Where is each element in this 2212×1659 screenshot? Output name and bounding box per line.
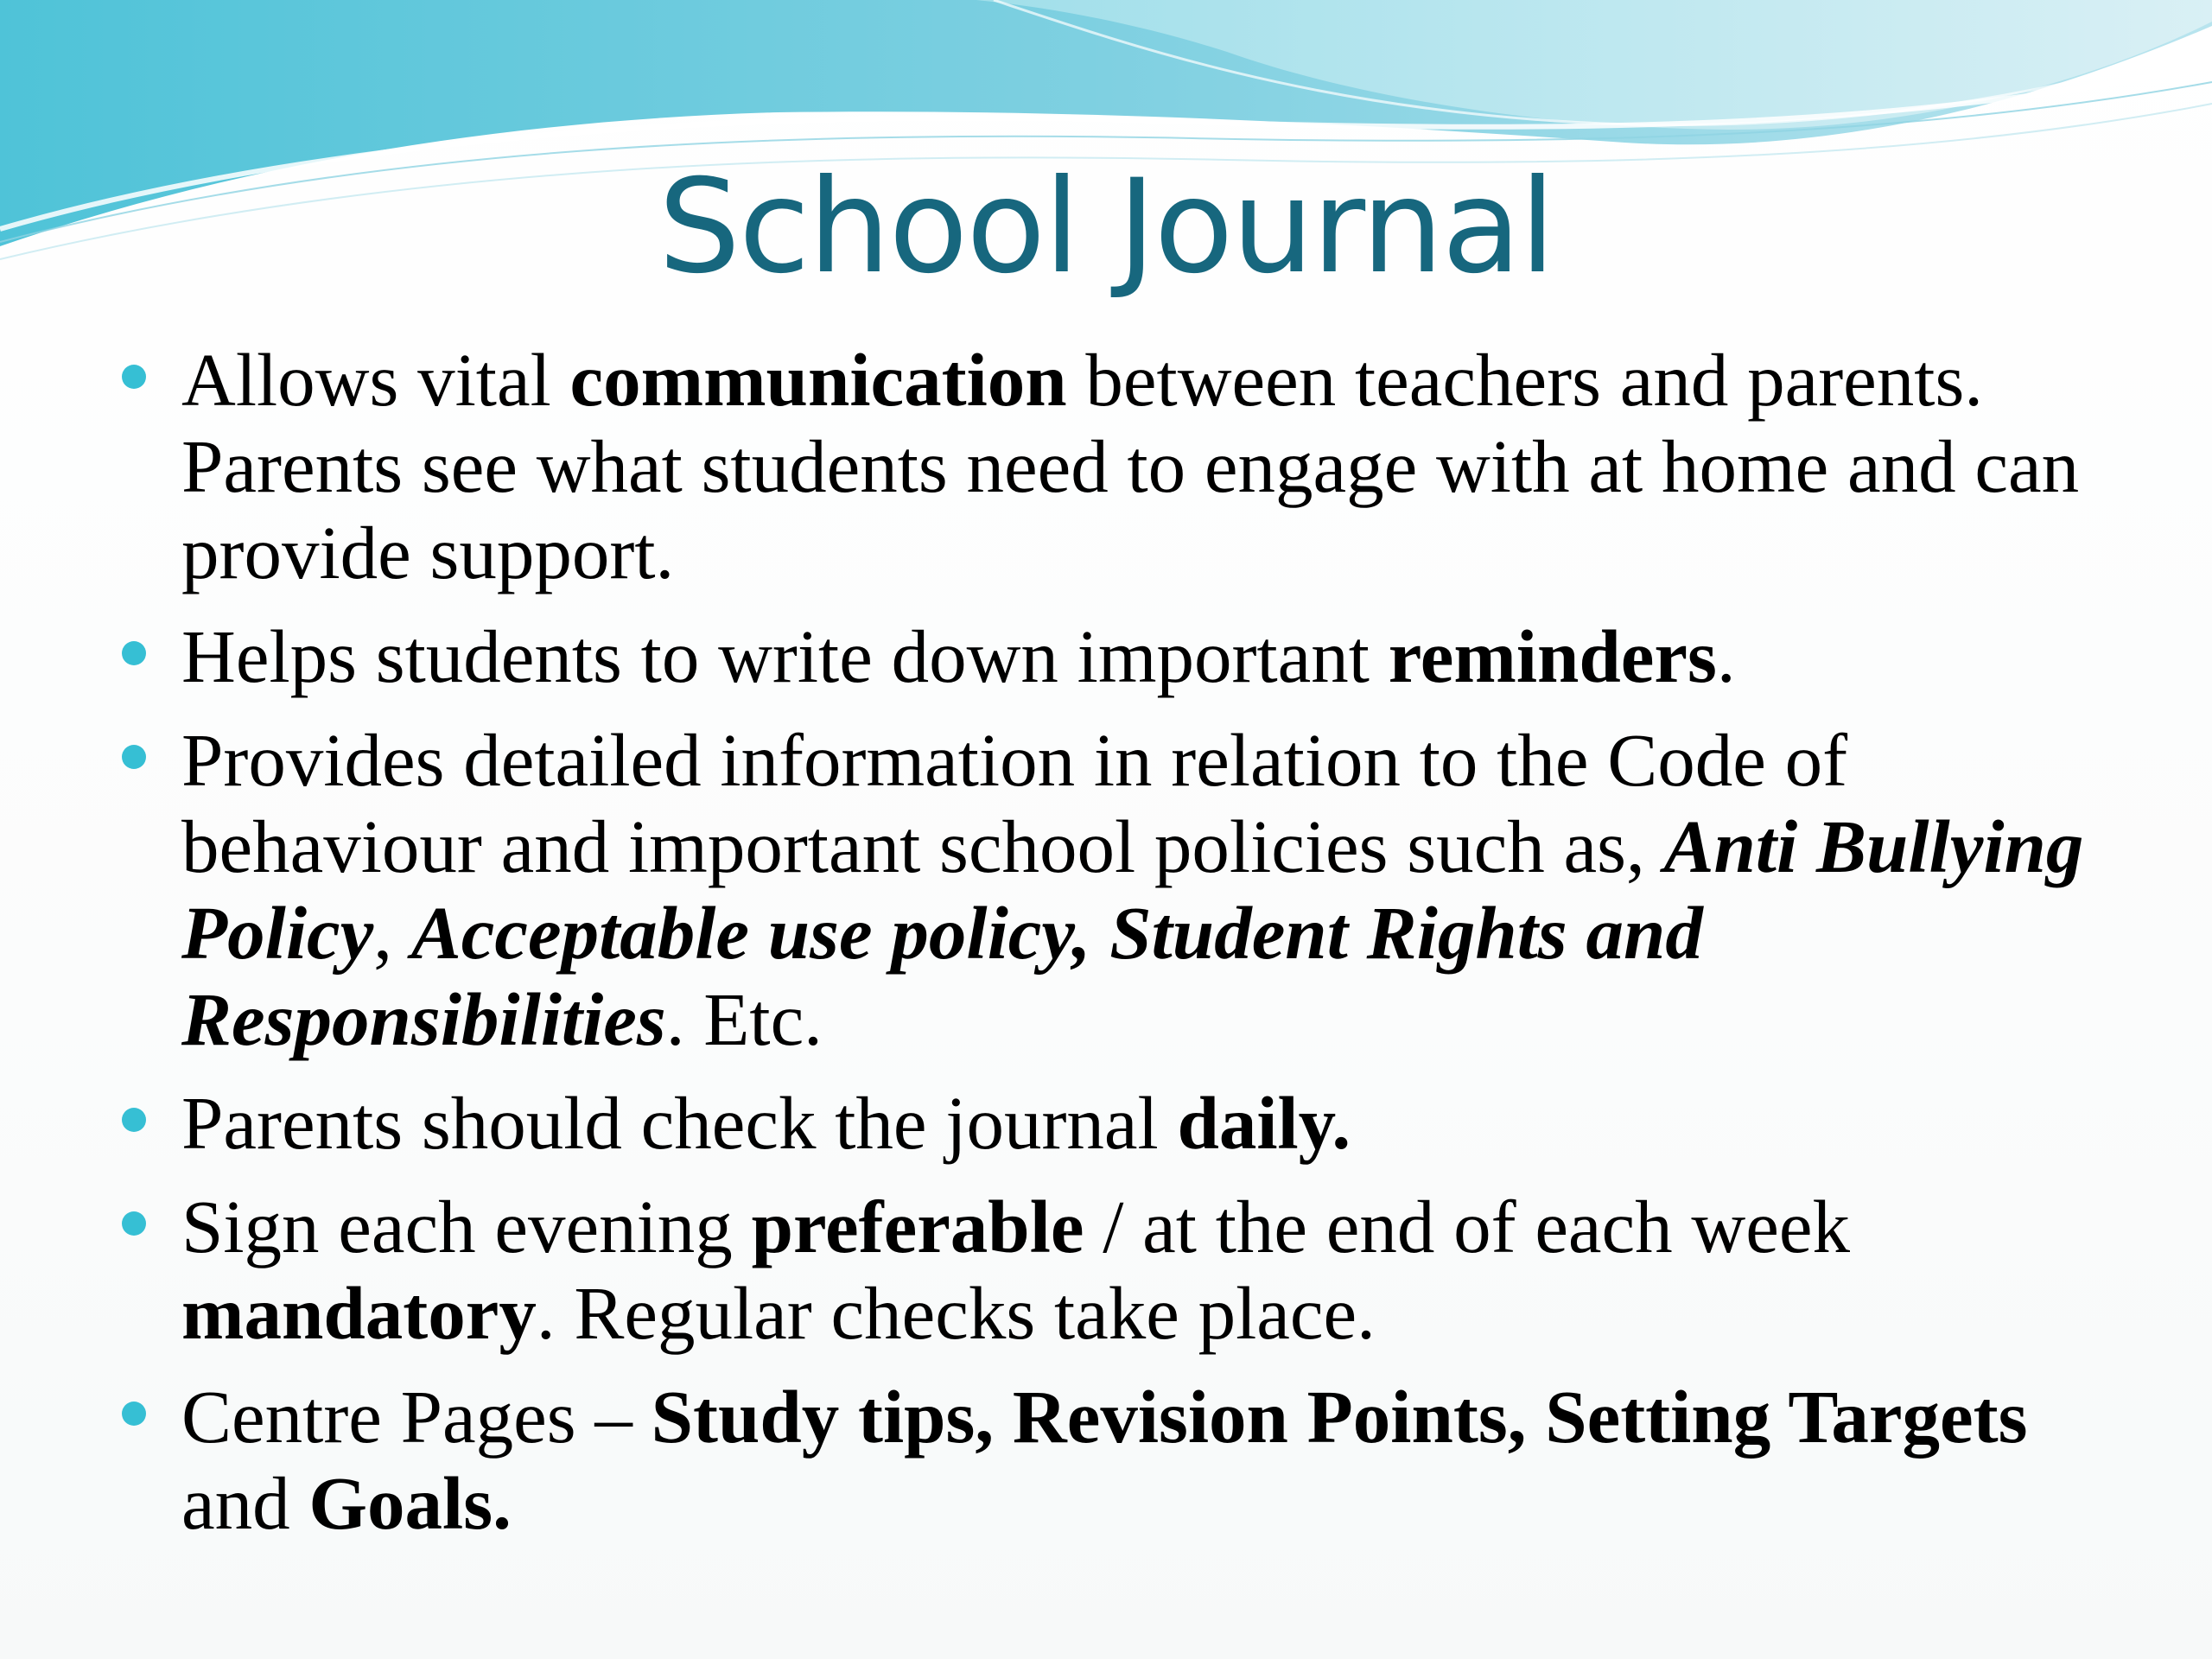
- slide-title: School Journal: [658, 152, 1554, 302]
- bullet-item: [117, 613, 2130, 700]
- bullet-text: .: [1716, 614, 1736, 698]
- bullet-text: Centre Pages –: [181, 1375, 652, 1459]
- bullet-text: / at the end of each week: [1084, 1185, 1850, 1268]
- bold-text: preferable: [751, 1185, 1084, 1268]
- emphasis-text: Anti Bullying Policy: [181, 804, 2084, 975]
- bold-text: reminders: [1388, 614, 1717, 698]
- bullet-dot-icon: [122, 365, 146, 389]
- bold-text: Study tips, Revision Points, Setting Targets: [651, 1375, 2028, 1459]
- bullet-dot-icon: [122, 1108, 146, 1132]
- bold-text: Goals.: [308, 1461, 512, 1545]
- bullet-text: Sign each evening: [181, 1185, 752, 1268]
- bullet-dot-icon: [122, 745, 146, 769]
- bullet-item: [117, 1184, 2130, 1357]
- bullet-text: Provides detailed information in relation to the Code of behaviour and important school policies such as,: [181, 718, 1848, 888]
- emphasis-text: Acceptable use policy, Student Rights and Responsibilities: [181, 891, 1703, 1061]
- bullet-text: ,: [373, 891, 411, 975]
- bold-text: mandatory: [181, 1271, 537, 1355]
- bullet-item: [117, 1374, 2130, 1547]
- bullet-text: . Etc.: [665, 977, 823, 1061]
- bullet-item: [117, 337, 2130, 596]
- bullet-list: [117, 337, 2130, 1564]
- bold-text: communication: [569, 338, 1067, 422]
- bullet-item: [117, 717, 2130, 1063]
- bullet-text: and: [181, 1461, 309, 1545]
- bullet-dot-icon: [122, 1211, 146, 1236]
- bold-text: daily.: [1177, 1081, 1351, 1165]
- bullet-text: Helps students to write down important: [181, 614, 1389, 698]
- bullet-dot-icon: [122, 1402, 146, 1426]
- bullet-text: between teachers and parents. Parents see what students need to engage with at home and can provide support.: [181, 338, 2080, 594]
- bullet-text: . Regular checks take place.: [536, 1271, 1376, 1355]
- bullet-dot-icon: [122, 641, 146, 665]
- bullet-item: [117, 1080, 2130, 1166]
- bullet-text: Allows vital: [181, 338, 570, 422]
- bullet-text: Parents should check the journal: [181, 1081, 1178, 1165]
